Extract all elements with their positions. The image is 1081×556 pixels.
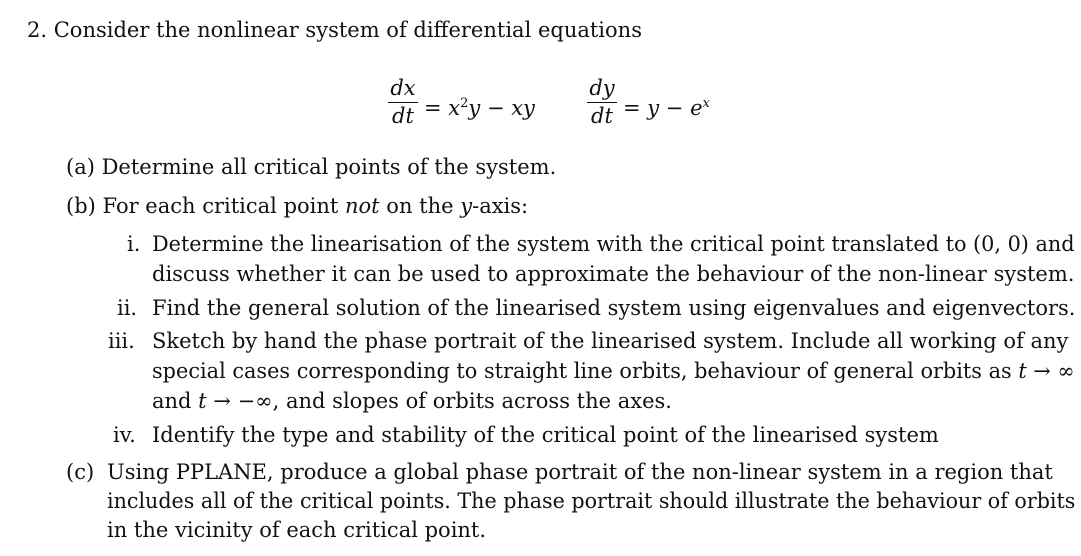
part-b-variable: y — [460, 194, 473, 218]
subpart-iii-line3 — [152, 391, 672, 412]
part-b-label: (b) — [66, 194, 96, 218]
subpart-iii-line3a: and — [152, 389, 199, 413]
problem-intro: Consider the nonlinear system of differential equations — [53, 18, 642, 42]
equation-1-rhs-a: = x — [424, 96, 461, 120]
subpart-iii-line2-variable: t — [1018, 359, 1027, 383]
part-c-line3: in the vicinity of each critical point. — [107, 518, 487, 542]
equation-2-fraction — [587, 78, 617, 127]
part-b — [66, 196, 528, 217]
equation-1-denominator: dt — [392, 104, 414, 128]
equation-1-exponent: 2 — [460, 96, 469, 111]
subpart-iii-label: iii. — [108, 329, 135, 353]
subpart-i-line2: discuss whether it can be used to approximate the behaviour of the non-linear system. — [152, 262, 1075, 286]
fraction-bar — [587, 102, 617, 103]
equation-2-denominator: dt — [591, 104, 613, 128]
problem-header — [27, 20, 642, 41]
equation-2-rhs — [623, 96, 710, 120]
subpart-ii-line1: Find the general solution of the linearised system using eigenvalues and eigenvectors. — [152, 296, 1076, 320]
subpart-iv-label: iv. — [113, 423, 136, 447]
problem-number: 2. — [27, 18, 48, 42]
subpart-i-label: i. — [127, 232, 141, 256]
part-b-text-mid: on the — [379, 194, 461, 218]
subpart-iii-line2b: → ∞ — [1026, 359, 1075, 383]
equation-2-rhs-a: = y − e — [623, 96, 703, 120]
part-b-text-before: For each critical point — [102, 194, 346, 218]
equation-1-rhs — [424, 96, 535, 120]
subpart-iv-line1: Identify the type and stability of the critical point of the linearised system — [152, 423, 939, 447]
part-a — [66, 157, 556, 178]
part-b-text-after: -axis: — [472, 194, 529, 218]
subpart-iii-line3-variable: t — [198, 389, 207, 413]
part-c-label: (c) — [66, 460, 95, 484]
part-a-text: Determine all critical points of the system. — [101, 155, 557, 179]
part-c-line1: Using PPLANE, produce a global phase portrait of the non-linear system in a region that — [107, 460, 1053, 484]
equation-2-numerator: dy — [589, 76, 615, 100]
equation-1-numerator: dx — [390, 76, 416, 100]
subpart-ii-label: ii. — [117, 296, 138, 320]
subpart-i-line1: Determine the linearisation of the system with the critical point translated to (0, 0) and — [152, 232, 1075, 256]
subpart-iii-line2a: special cases corresponding to straight line orbits, behaviour of general orbits as — [152, 359, 1019, 383]
subpart-iii-line3b: → −∞, and slopes of orbits across the axes. — [206, 389, 672, 413]
part-b-emphasis: not — [345, 194, 380, 218]
fraction-bar — [388, 102, 418, 103]
equation-1-rhs-b: y − xy — [468, 96, 535, 120]
subpart-iii-line1: Sketch by hand the phase portrait of the linearised system. Include all working of any — [152, 329, 1069, 353]
equation-1-fraction — [388, 78, 418, 127]
part-a-label: (a) — [66, 155, 95, 179]
part-c-line2: includes all of the critical points. The phase portrait should illustrate the behaviour of orbits — [107, 489, 1076, 513]
equation-2-exponent: x — [702, 96, 710, 111]
subpart-iii-line2 — [152, 361, 1075, 382]
